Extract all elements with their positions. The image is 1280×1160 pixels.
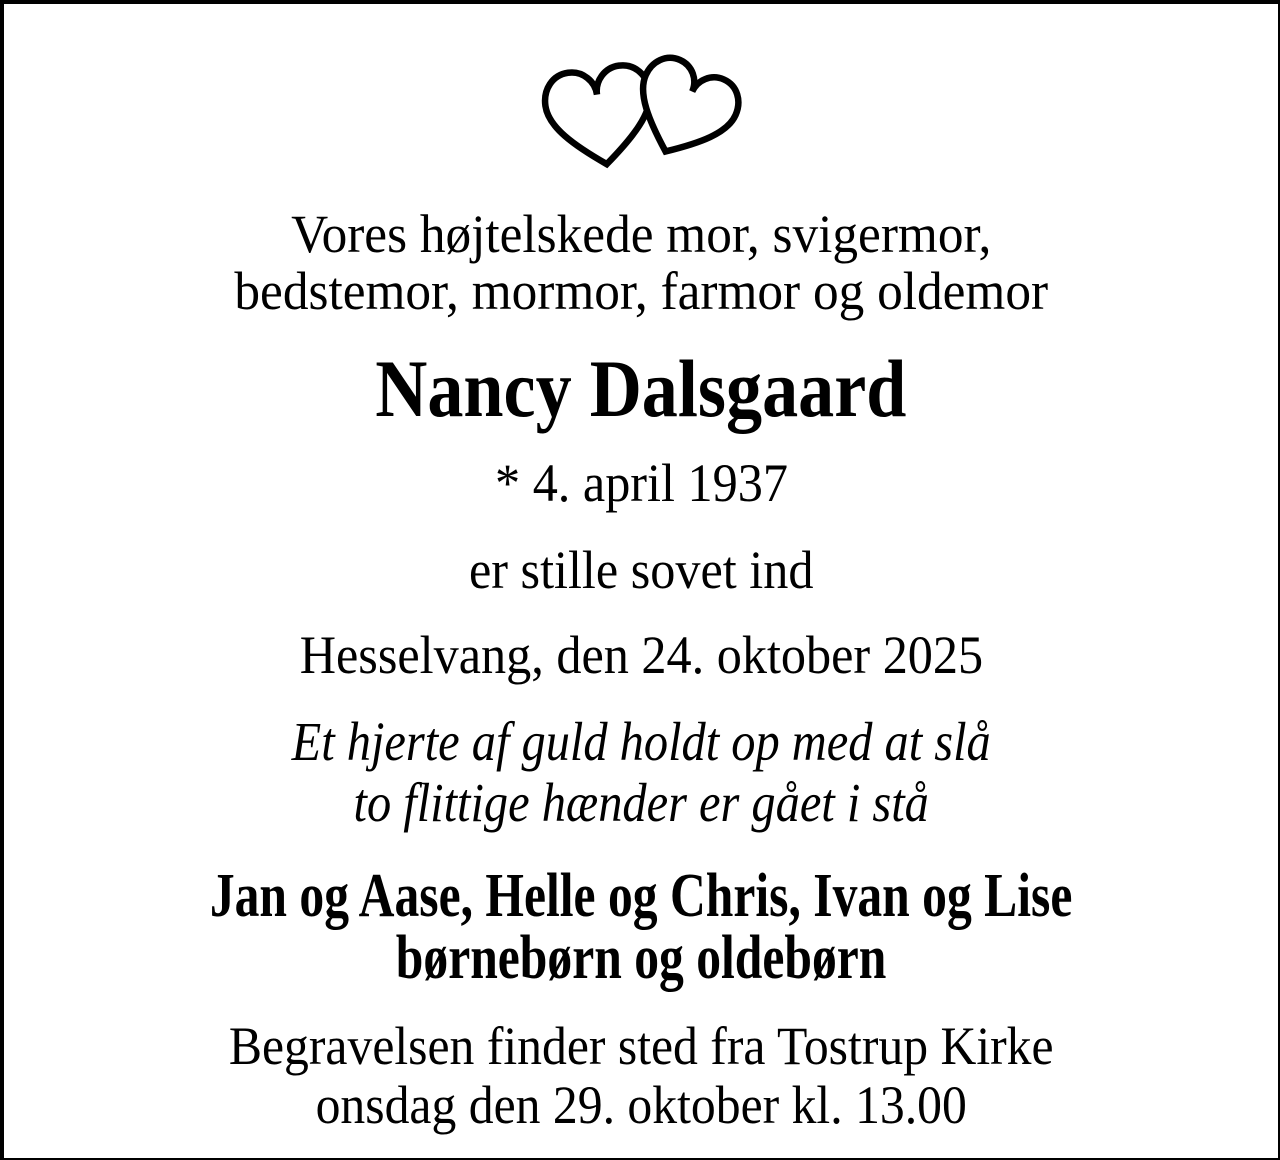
intro-line-2: bedstemor, mormor, farmor og oldemor [234,261,1048,322]
two-hearts-icon [536,50,746,178]
deceased-name: Nancy Dalsgaard [375,343,907,435]
two-hearts-graphic [536,50,746,178]
intro-text [234,206,1048,320]
family-line-2: børnebørn og oldebørn [395,924,887,993]
family-line-1: Jan og Aase, Helle og Chris, Ivan og Lise [209,862,1073,931]
memorial-verse [291,712,990,833]
family-signature [209,862,1073,993]
intro-line-1: Vores højtelskede mor, svigermor, [290,204,992,264]
verse-line-2: to flittige hænder er gået i stå [353,771,929,833]
passing-phrase: er stille sovet ind [468,539,814,600]
birth-date-line: * 4. april 1937 [494,452,788,513]
funeral-line-1: Begravelsen finder sted fra Tostrup Kirke [228,1016,1054,1077]
funeral-line-2: onsdag den 29. oktober kl. 13.00 [315,1074,967,1135]
funeral-info [229,1017,1054,1134]
place-and-date-line: Hesselvang, den 24. oktober 2025 [299,625,983,686]
verse-line-1: Et hjerte af guld holdt op med at slå [291,711,991,773]
